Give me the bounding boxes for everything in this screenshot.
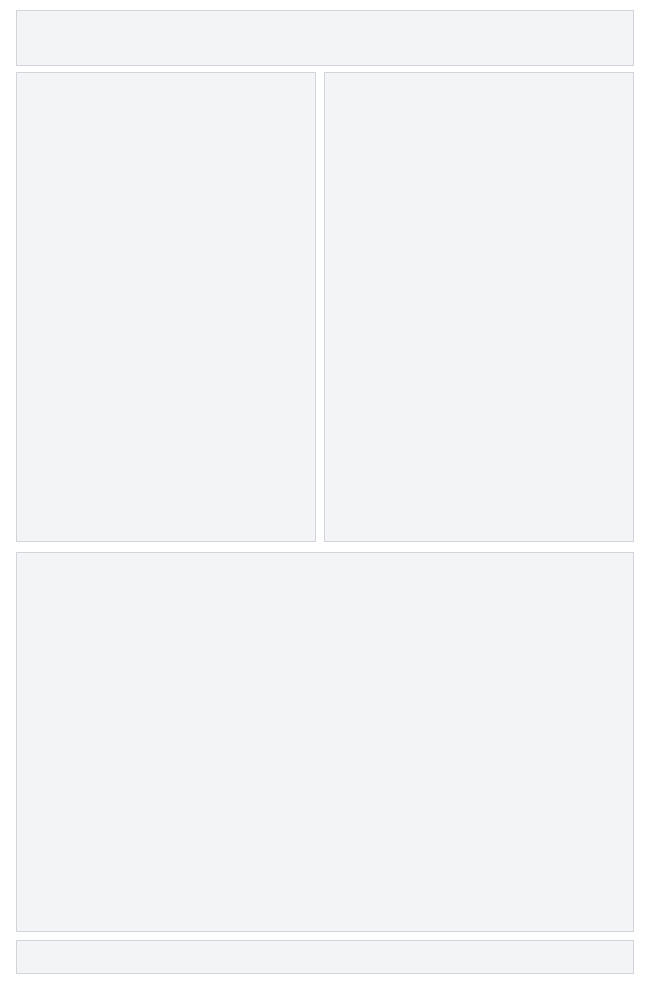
right-column-region [324,72,634,542]
masthead-region [16,10,634,66]
footer-region [16,940,634,974]
lower-section-region [16,552,634,932]
left-column-region [16,72,316,542]
